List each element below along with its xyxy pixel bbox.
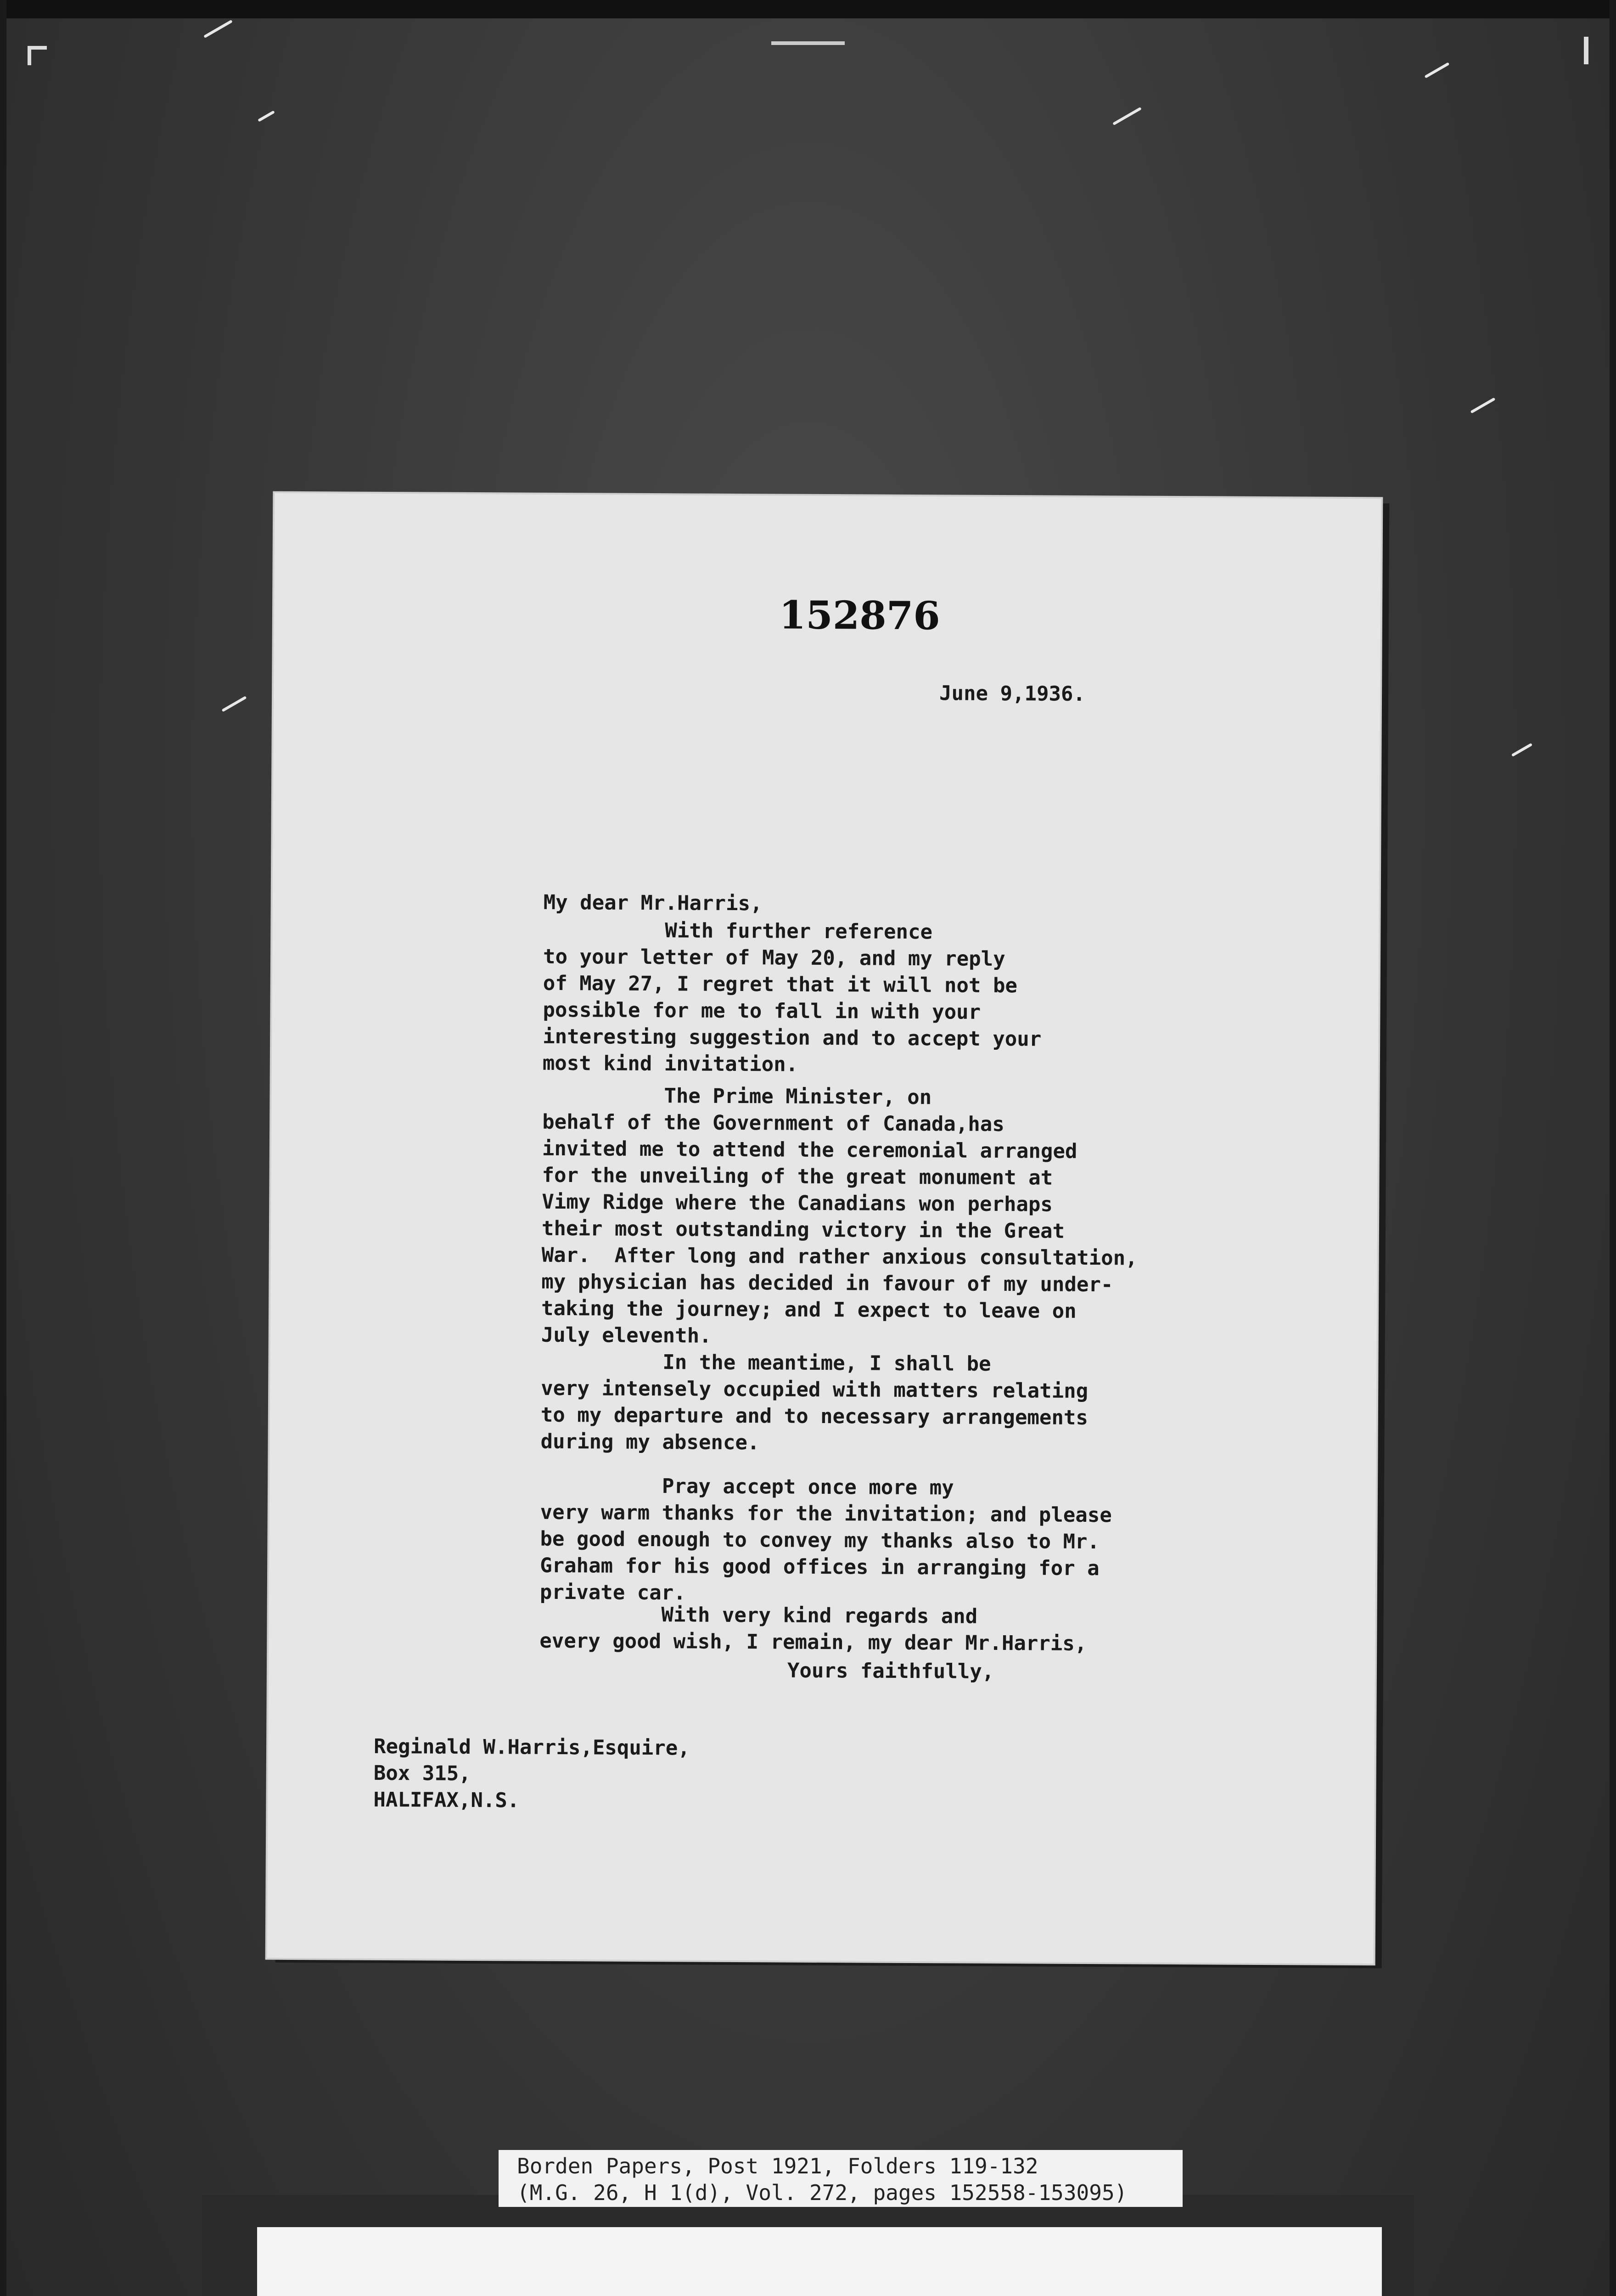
recipient-address: Reginald W.Harris,Esquire, Box 315, HALIFAX,N.S. [373,1734,690,1812]
film-edge-left [0,0,6,2296]
letter-date: June 9,1936. [939,681,1086,706]
letter-paragraph: Pray accept once more my very warm thanks for the invitation; and please be good enough to convey my thanks also to Mr. Graham for his good offices in arranging for a private car. [539,1474,1112,1605]
registration-mark-right [1566,37,1588,64]
document-number: 152876 [779,592,940,639]
letter-paragraph: With very kind regards and every good wish, I remain, my dear Mr.Harris, [539,1602,1087,1656]
catalog-label [499,2150,1183,2207]
letter-paragraph: With further reference to your letter of May 20, and my reply of May 27, I regret that it will not be possible for me to fall in with your interesting suggestion and to accept your most kind invitation. [542,918,1042,1076]
registration-mark-left [28,46,47,65]
catalog-label-line-2: (M.G. 26, H 1(d), Vol. 272, pages 152558-153095) [517,2180,1128,2205]
film-edge-top [0,0,1616,18]
letter-paragraph: The Prime Minister, on behalf of the Government of Canada,has invited me to attend the ceremonial arranged for the unveiling of the great monument at Vimy Ridge where the Canadians won perhaps their most outstanding victory in the Great War. After long and rather anxious consultation, my physician has decided in favour of my under- taking the journey; and I expect to leave on July eleventh. [541,1083,1138,1348]
film-edge-right [1610,0,1616,2296]
archives-card [257,2227,1382,2296]
catalog-label-line-1: Borden Papers, Post 1921, Folders 119-132 [517,2154,1038,2178]
letter-paragraph: In the meantime, I shall be very intensely occupied with matters relating to my departure and to necessary arrangements during my absence. [540,1350,1089,1455]
registration-mark-top [771,41,845,45]
typed-letter [267,493,1381,1964]
letter-salutation: My dear Mr.Harris, [543,890,763,916]
letter-closing: Yours faithfully, [787,1659,994,1683]
